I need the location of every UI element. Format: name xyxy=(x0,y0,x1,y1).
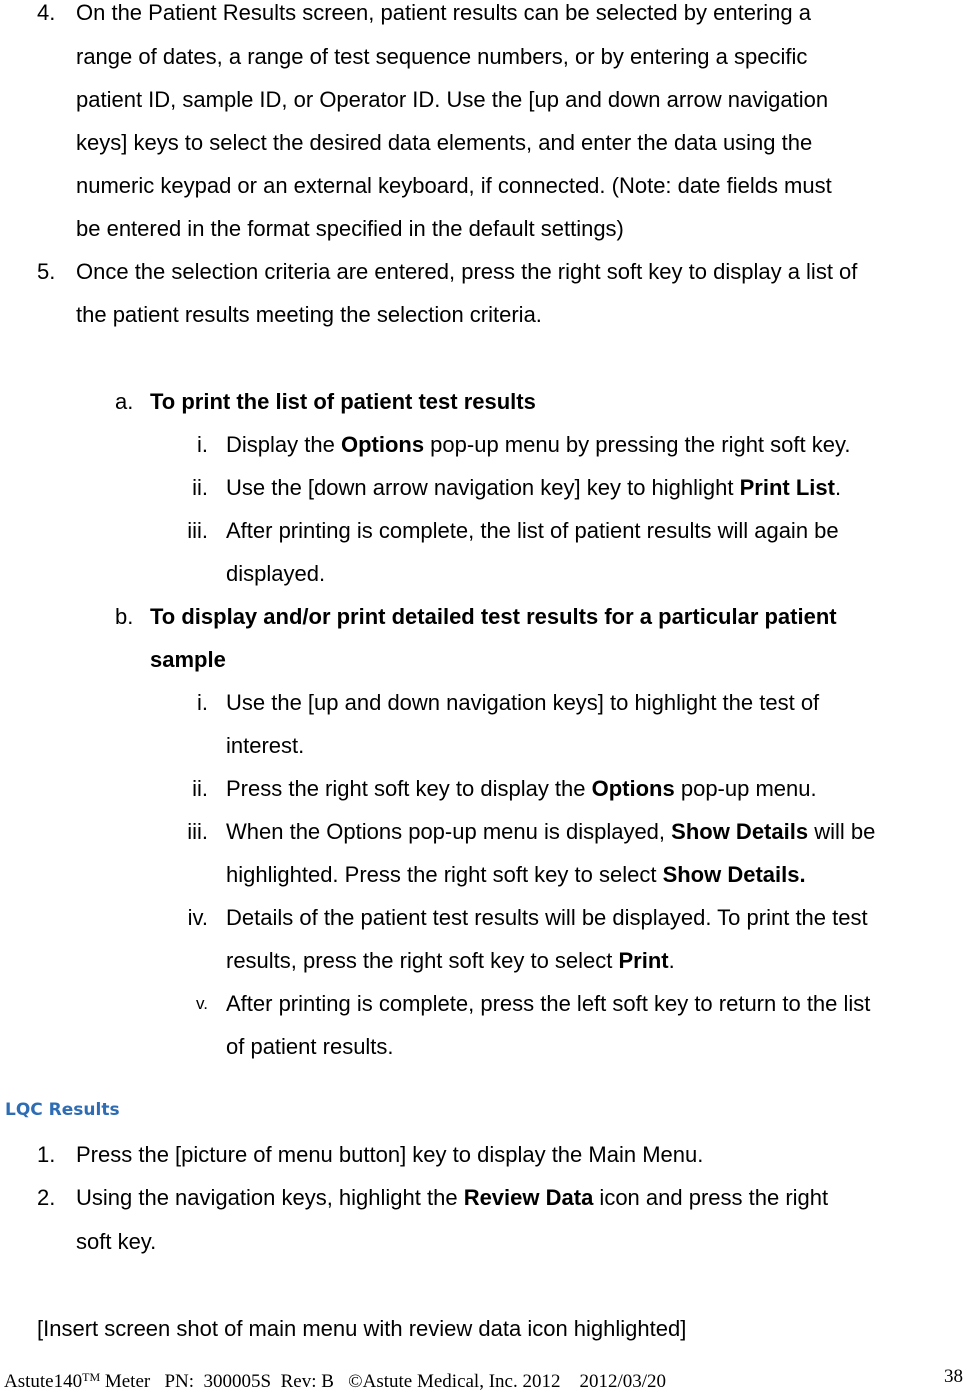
step-number: ii. xyxy=(192,776,208,801)
paragraph-line: patient ID, sample ID, or Operator ID. Use the [up and down arrow navigation xyxy=(76,87,829,112)
paragraph-line: Using the navigation keys, highlight the Review Data icon and press the right xyxy=(76,1185,829,1210)
step-text: Details of the patient test results will be displayed. To print the test xyxy=(226,905,868,930)
step-text: interest. xyxy=(226,733,305,758)
paragraph-line: the patient results meeting the selection criteria. xyxy=(76,302,542,327)
step-text: Use the [up and down navigation keys] to highlight the test of xyxy=(226,690,820,715)
step-text: When the Options pop-up menu is displayed, Show Details will be xyxy=(226,819,876,844)
subsection-title: To display and/or print detailed test results for a particular patient xyxy=(150,604,837,629)
page-number: 38 xyxy=(944,1366,963,1387)
step-number: iii. xyxy=(187,518,208,543)
step-number: i. xyxy=(197,690,208,715)
section-heading: LQC Results xyxy=(5,1100,120,1120)
paragraph-line: be entered in the format specified in the default settings) xyxy=(76,216,624,241)
step-text: Press the right soft key to display the Options pop-up menu. xyxy=(226,776,817,801)
sub-letter: b. xyxy=(115,604,134,629)
sub-letter: a. xyxy=(115,389,134,414)
page-footer: Astute140™ Meter PN: 300005S Rev: B ©Astute Medical, Inc. 2012 2012/03/20 xyxy=(4,1370,667,1392)
paragraph-line: Press the [picture of menu button] key to display the Main Menu. xyxy=(76,1142,704,1167)
subsection-title: To print the list of patient test results xyxy=(150,389,536,414)
paragraph-line: keys] keys to select the desired data elements, and enter the data using the xyxy=(76,130,813,155)
list-number: 2. xyxy=(37,1185,56,1210)
step-number: ii. xyxy=(192,475,208,500)
step-number: iii. xyxy=(187,819,208,844)
subsection-title: sample xyxy=(150,647,226,672)
list-number: 5. xyxy=(37,259,56,284)
step-text: Display the Options pop-up menu by pressing the right soft key. xyxy=(226,432,851,457)
screenshot-placeholder: [Insert screen shot of main menu with review data icon highlighted] xyxy=(37,1316,687,1341)
paragraph-line: On the Patient Results screen, patient results can be selected by entering a xyxy=(76,0,811,25)
step-text: displayed. xyxy=(226,561,326,586)
step-text: highlighted. Press the right soft key to select Show Details. xyxy=(226,862,806,887)
paragraph-line: range of dates, a range of test sequence numbers, or by entering a specific xyxy=(76,44,808,69)
paragraph-line: soft key. xyxy=(76,1229,157,1254)
step-text: After printing is complete, the list of patient results will again be xyxy=(226,518,839,543)
step-text: After printing is complete, press the left soft key to return to the list xyxy=(226,991,871,1016)
paragraph-line: numeric keypad or an external keyboard, if connected. (Note: date fields must xyxy=(76,173,832,198)
step-number: i. xyxy=(197,432,208,457)
step-text: of patient results. xyxy=(226,1034,394,1059)
step-text: Use the [down arrow navigation key] key to highlight Print List. xyxy=(226,475,842,500)
list-number: 4. xyxy=(37,0,56,25)
step-number: iv. xyxy=(187,905,208,930)
paragraph-line: Once the selection criteria are entered, press the right soft key to display a list of xyxy=(76,259,858,284)
step-number: v. xyxy=(196,994,208,1013)
list-number: 1. xyxy=(37,1142,56,1167)
step-text: results, press the right soft key to select Print. xyxy=(226,948,675,973)
